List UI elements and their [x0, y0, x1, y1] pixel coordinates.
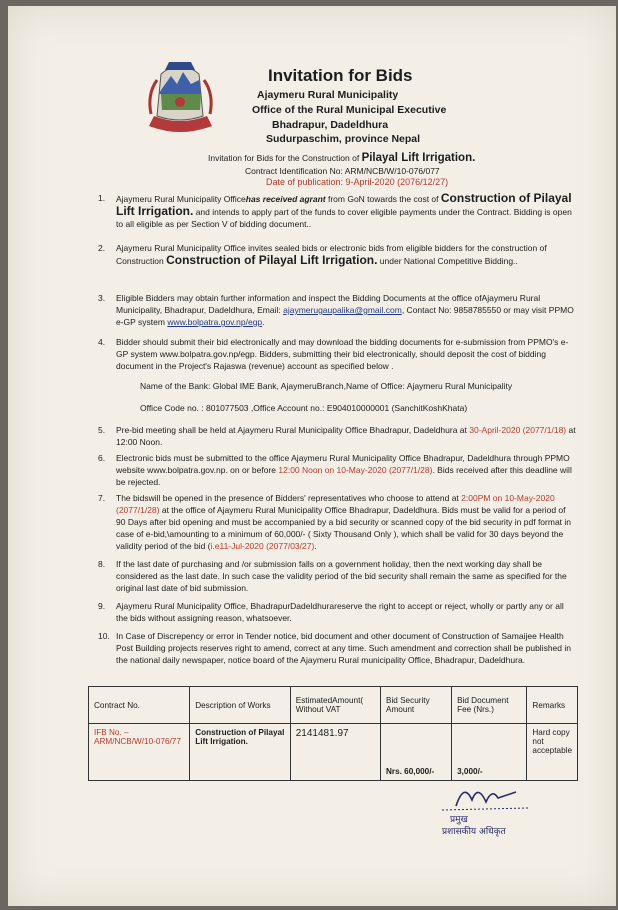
- header-description: Description of Works: [190, 687, 291, 724]
- svg-text:प्रशासकीय अधिकृत: प्रशासकीय अधिकृत: [442, 827, 506, 837]
- contract-identification: Contract Identification No: ARM/NCB/W/10-076/077: [245, 166, 440, 176]
- notice-page: [8, 6, 616, 906]
- header-document-fee: Bid Document Fee (Nrs.): [452, 687, 527, 724]
- header-bid-security: Bid Security Amount: [380, 687, 451, 724]
- office-name: Office of the Rural Municipal Executive: [252, 104, 447, 116]
- clause-4: 4. Bidder should submit their bid electronically and may download the bidding documents for e-submission from PPMO's e-GP system www.bolpatra.gov.np/egp. Bidders, submitting their bid electronically, should deposit the cost of bidding document in the Project's Rajaswa (revenue) account as specified below .: [98, 337, 569, 371]
- bank-details: Name of the Bank: Global IME Bank, AjaymeruBranch,Name of Office: Ajaymeru Rural Municipality: [140, 381, 513, 391]
- invitation-line: Invitation for Bids for the Construction of Pilayal Lift Irrigation.: [208, 152, 476, 164]
- notice-title: Invitation for Bids: [268, 66, 413, 85]
- table-row: [89, 724, 578, 781]
- province-name: Sudurpaschim, province Nepal: [266, 133, 421, 145]
- clause-10: 10. In Case of Discrepency or error in Tender notice, bid document and other document of Construction of Samaijee Health Post Building projects reserves right to amend, correct at any time. Such amendment and correction shall be published in the national daily newspaper, notice board of the Ajaymeru Rural municipality Office, Bhadrapur, Dadeldhura.: [98, 631, 571, 665]
- header-estimated-amount: EstimatedAmount( Without VAT: [290, 687, 380, 724]
- nepal-government-emblem-icon: [143, 54, 218, 136]
- table-header-row: [89, 687, 578, 724]
- cell-estimated-amount: 2141481.97: [290, 724, 380, 781]
- cell-document-fee: 3,000/-: [452, 724, 527, 781]
- clause-9: 9. Ajaymeru Rural Municipality Office, BhadrapurDadeldhurareserve the right to accept or reject, wholly or partly any or all the bids without assigning reason, whatsoever.: [98, 601, 564, 623]
- publication-date: Date of publication: 9-April-2020 (2076/12/27): [266, 177, 449, 187]
- municipality-name: Ajaymeru Rural Municipality: [257, 89, 399, 101]
- egp-link[interactable]: www.bolpatra.gov.np/egp: [167, 317, 263, 327]
- header-remarks: Remarks: [527, 687, 578, 724]
- bid-table: [88, 686, 578, 781]
- clause-7: 7. The bidswill be opened in the presence of Bidders' representatives who choose to attend at 2:00PM on 10-May-2020 (2077/1/28) at the office of Ajaymeru Rural Municipality Office Bhadrapur, Dadeldhura. Bids must be valid for a period of 90 Days after bid opening and must be accompanied by a bid security or scanned copy of the bid security in pdf format in case of e-bid,\amounting to a minimum of 60,000/- ( Sixty Thousand Only ), which shall be valid for 30 days beyond the validity period of the bid (i.e11-Jul-2020 (2077/03/27).: [98, 493, 572, 551]
- signature-stamp: [428, 778, 558, 838]
- cell-remarks: Hard copy not acceptable: [527, 724, 578, 781]
- cell-bid-security: Nrs. 60,000/-: [380, 724, 451, 781]
- clause-6: 6. Electronic bids must be submitted to the office Ajaymeru Rural Municipality Office Bhadrapur, Dadeldhura through PPMO website www.bolpatra.gov.np. on or before 12:00 Noon on 10-May-2020 (2077/1/28). Bids received after this deadline will be rejected.: [98, 453, 572, 487]
- clause-1: 1. Ajaymeru Rural Municipality Officehas received agrant from GoN towards the cost of Construction of Pilayal Lift Irrigation. and intends to apply part of the funds to cover eligible payments under the Contract. Bidding is open to all eligible as per Section V of bidding document..: [98, 191, 572, 229]
- header-contract-no: Contract No.: [89, 687, 190, 724]
- cell-contract-no: IFB No. – ARM/NCB/W/10-076/77: [89, 724, 190, 781]
- email-link[interactable]: ajaymerugaupalika@gmail.com: [283, 305, 402, 315]
- cell-description: Construction of Pilayal Lift Irrigation.: [190, 724, 291, 781]
- clause-5: 5. Pre-bid meeting shall be held at Ajaymeru Rural Municipality Office Bhadrapur, Dadeldhura at 30-April-2020 (2077/1/18) at 12:00 Noon.: [98, 425, 576, 447]
- office-address: Bhadrapur, Dadeldhura: [272, 119, 389, 131]
- clause-3: 3. Eligible Bidders may obtain further information and inspect the Bidding Documents at the office ofAjaymeru Rural Municipality, Bhadrapur, Dadeldhura, Email: ajaymerugaupalika@gmail.com, Contact No: 9858785550 or may visit PPMO e-GP system www.bolpatra.gov.np/egp.: [98, 293, 574, 327]
- clause-8: 8. If the last date of purchasing and /or submission falls on a government holiday, then the next working day shall be considered as the last date. In such case the validity period of the bid security shall remain the same as specified for the original last date of bid submission.: [98, 559, 567, 593]
- svg-text:प्रमुख: प्रमुख: [450, 815, 468, 825]
- office-code: Office Code no. : 801077503 ,Office Account no.: E904010000001 (SanchitKoshKhata): [140, 403, 468, 413]
- clause-2: 2. Ajaymeru Rural Municipality Office invites sealed bids or electronic bids from eligible bidders for the construction of Construction Construction of Pilayal Lift Irrigation. under National Competitive Bidding..: [98, 243, 547, 267]
